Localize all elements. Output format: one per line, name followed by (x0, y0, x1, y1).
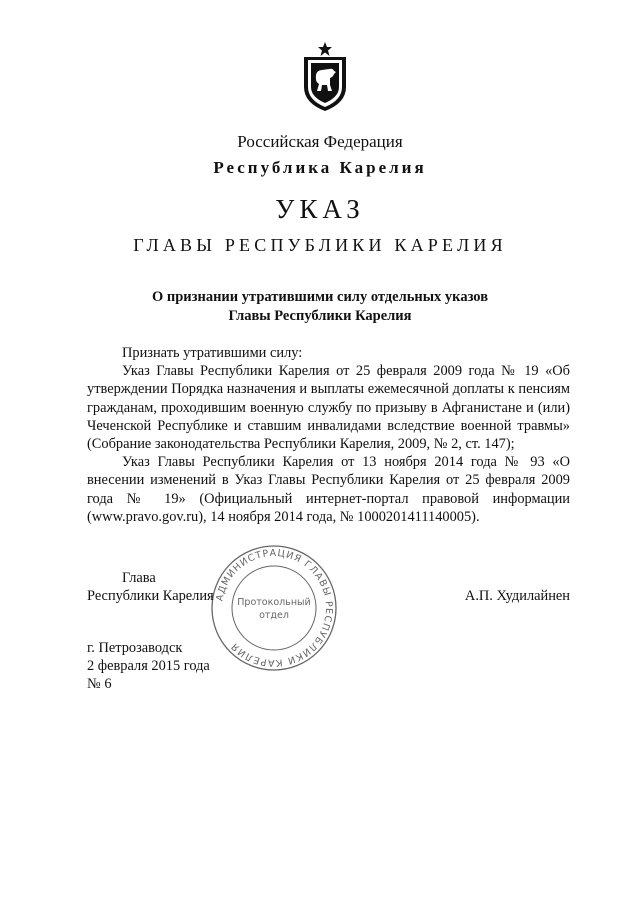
signature-title-line1: Глава (122, 570, 156, 586)
svg-text:АДМИНИСТРАЦИЯ ГЛАВЫ РЕСПУБЛИКИ: АДМИНИСТРАЦИЯ ГЛАВЫ РЕСПУБЛИКИ КАРЕЛИЯ (214, 547, 335, 669)
body-intro: Признать утратившими силу: (122, 345, 303, 361)
coat-of-arms-icon (299, 41, 351, 113)
body-paragraph-2: Указ Главы Республики Карелия от 13 ноября 2014 года № 93 «О внесении изменений в Указ Главы Республики Карелия от 25 февраля 2009 года № 19» (Официальный интернет-портал правовой информации (www.pravo.gov.ru), 14 ноября 2014 года, № 1000201411140005). (87, 454, 570, 525)
document-heading-line2: Главы Республики Карелия (228, 308, 412, 324)
document-body (87, 344, 570, 526)
signatory-name: А.П. Худилайнен (464, 588, 570, 604)
decree-subtitle: ГЛАВЫ РЕСПУБЛИКИ КАРЕЛИЯ (133, 235, 507, 255)
svg-text:Протокольный: Протокольный (237, 597, 311, 608)
issue-city: г. Петрозаводск (87, 640, 183, 656)
issue-date: 2 февраля 2015 года (87, 658, 210, 674)
federation-label: Российская Федерация (237, 132, 403, 151)
stamp-seal (209, 543, 339, 673)
republic-label: Республика Карелия (213, 158, 427, 177)
signature-title-line2: Республики Карелия (87, 588, 214, 604)
decree-title: УКАЗ (275, 194, 365, 224)
svg-text:отдел: отдел (259, 610, 289, 621)
document-heading-line1: О признании утратившими силу отдельных указов (151, 289, 489, 305)
body-paragraph-1: Указ Главы Республики Карелия от 25 февраля 2009 года № 19 «Об утверждении Порядка назначения и выплаты ежемесячной доплаты к пенсиям гражданам, проходившим военную службу по призыву в Афганистане и (или) Чеченской Республике и ставшим инвалидами вследствие военной травмы» (Собрание законодательства Республики Карелия, 2009, № 2, ст. 147); (87, 363, 570, 453)
decree-number: № 6 (87, 676, 112, 692)
